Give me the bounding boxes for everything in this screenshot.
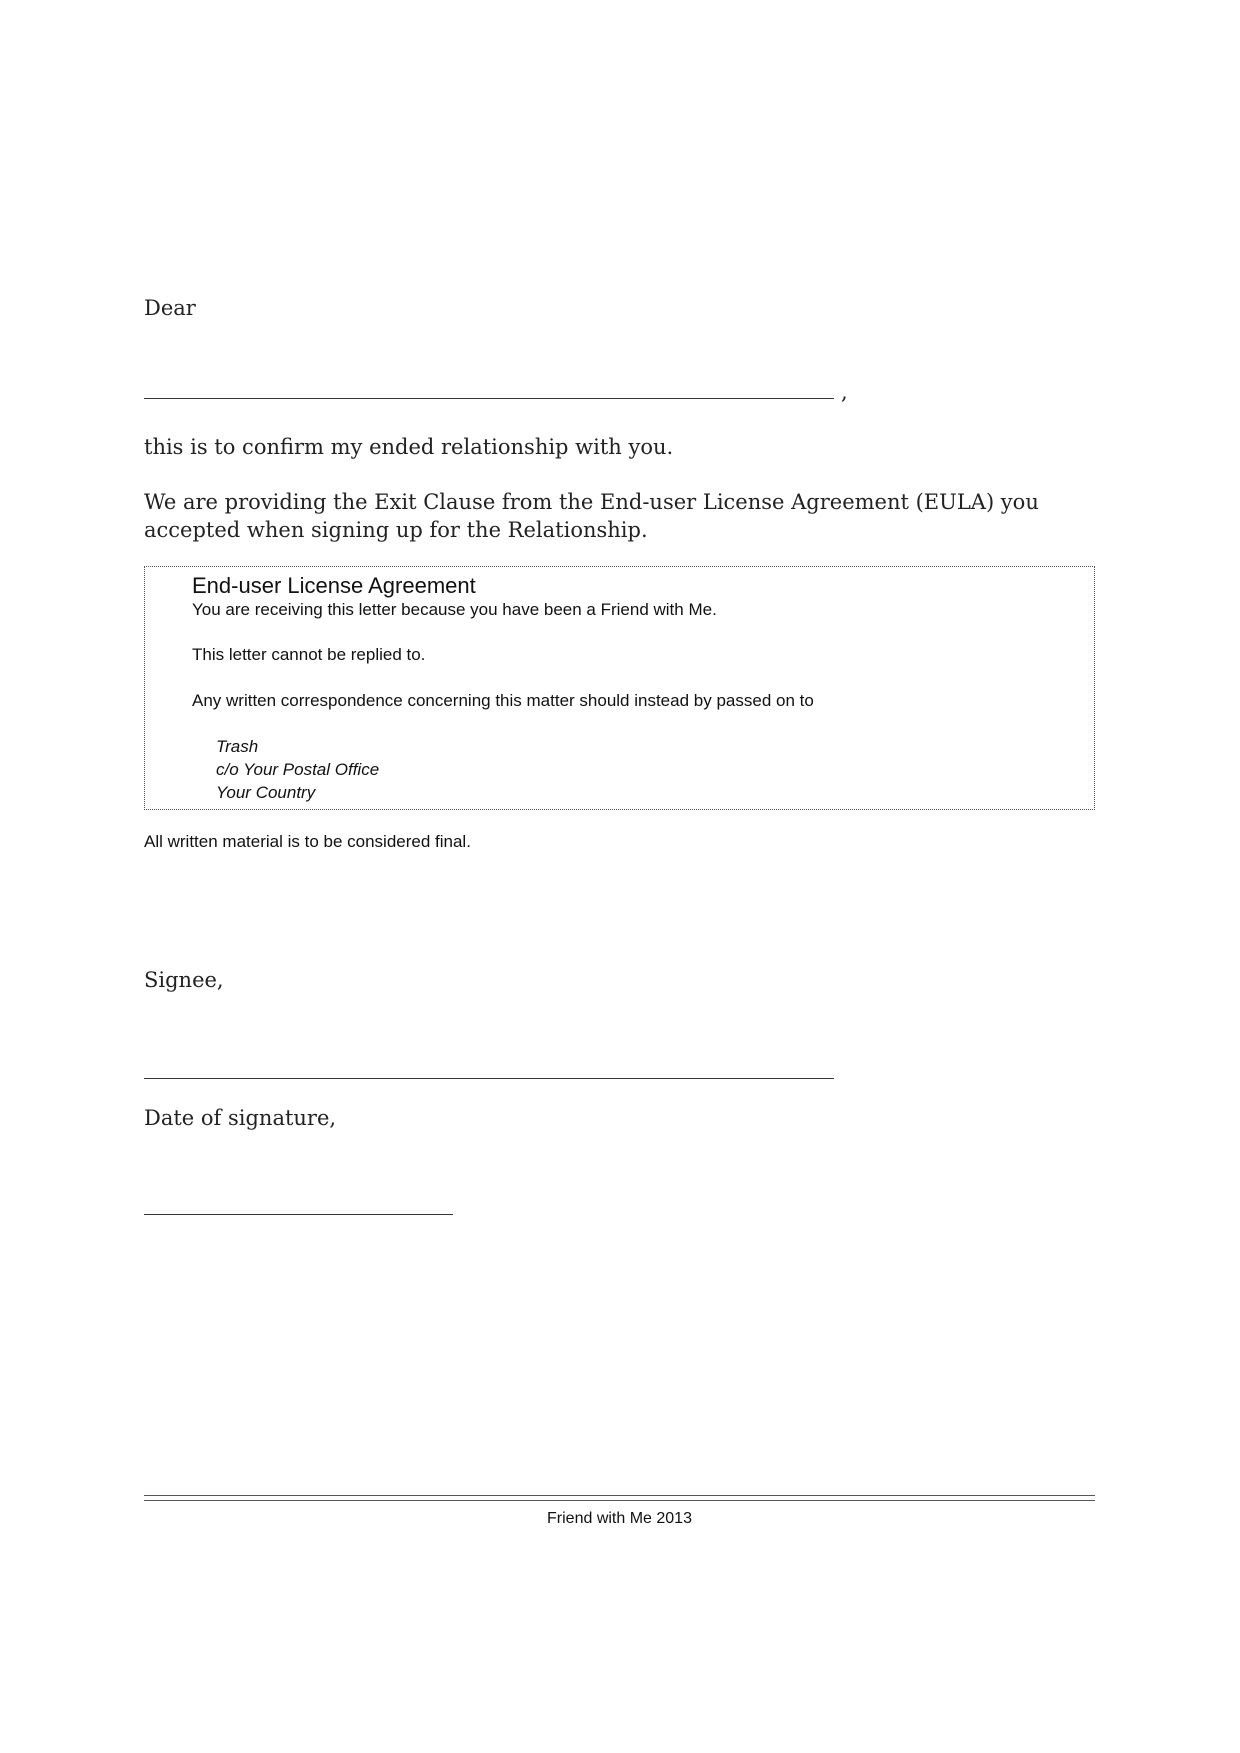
address-line-2: c/o Your Postal Office	[216, 760, 380, 779]
eula-line-correspondence: Any written correspondence concerning this matter should instead by passed on to	[192, 691, 814, 710]
confirmation-sentence: this is to confirm my ended relationship with you.	[144, 435, 674, 459]
eula-heading: End-user License Agreement	[192, 573, 476, 598]
footer-text: Friend with Me 2013	[547, 1510, 692, 1527]
eula-line-no-reply: This letter cannot be replied to.	[192, 645, 426, 664]
recipient-comma: ,	[841, 380, 848, 404]
date-signature-line	[144, 1214, 453, 1215]
providing-paragraph: We are providing the Exit Clause from the End-user License Agreement (EULA) you accepted when signing up for the Relationship.	[144, 490, 1039, 542]
footer-rule-top	[144, 1495, 1095, 1496]
signee-signature-line	[144, 1078, 834, 1079]
address-line-1: Trash	[216, 737, 259, 756]
footer-rule-bottom	[144, 1500, 1095, 1501]
date-of-signature-label: Date of signature,	[144, 1106, 337, 1130]
salutation: Dear	[144, 296, 196, 320]
eula-line-friend: You are receiving this letter because you have been a Friend with Me.	[192, 600, 717, 619]
address-line-3: Your Country	[216, 783, 316, 802]
final-note: All written material is to be considered final.	[144, 832, 471, 851]
signee-label: Signee,	[144, 968, 224, 992]
recipient-name-line	[144, 398, 834, 399]
